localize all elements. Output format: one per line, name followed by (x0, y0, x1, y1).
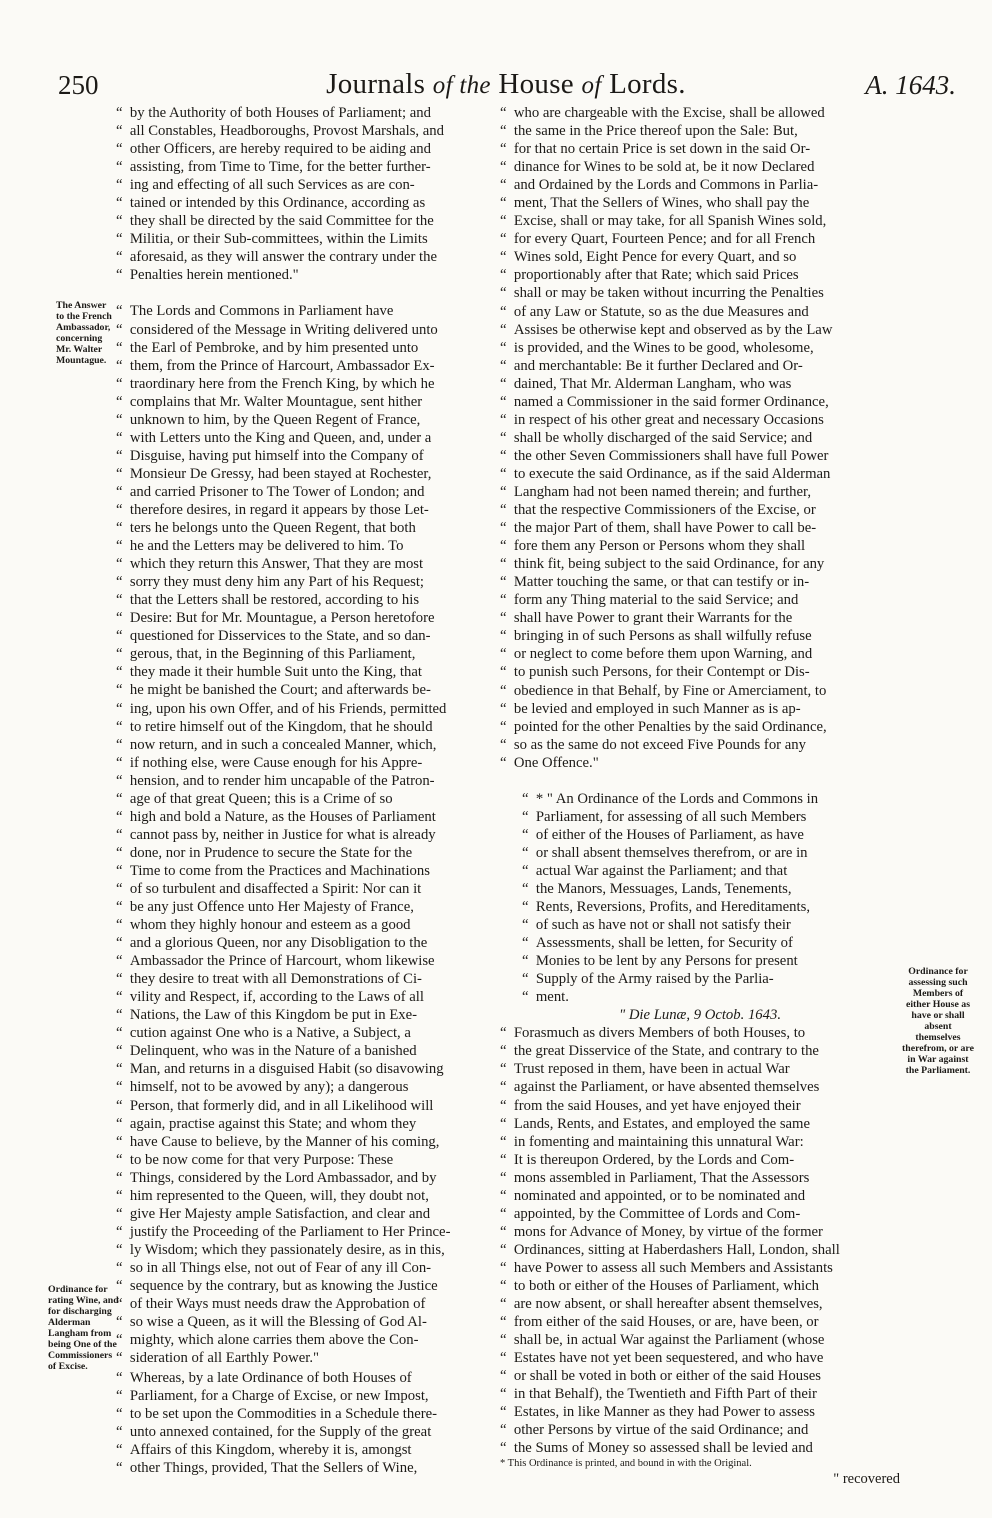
text-line: “ Desire: But for Mr. Mountague, a Person heretofore (116, 609, 494, 627)
footnote: * This Ordinance is printed, and bound in with the Original. (500, 1458, 752, 1470)
text-line: “ of such as have not or shall not satisfy their (522, 916, 900, 934)
text-line: “ give Her Majesty ample Satisfaction, and clear and (116, 1205, 494, 1223)
text-line: “ pointed for the other Penalties by the said Ordinance, (500, 718, 900, 736)
text-line: “ Excise, shall or may take, for all Spanish Wines sold, (500, 212, 900, 230)
text-line: “ Parliament, for a Charge of Excise, or new Impost, (116, 1387, 494, 1405)
text-line: “ done, nor in Prudence to secure the State for the (116, 844, 494, 862)
text-line: “ gerous, that, in the Beginning of this Parliament, (116, 645, 494, 663)
text-line: “ they desire to treat with all Demonstrations of Ci- (116, 970, 494, 988)
text-line: “ the Manors, Messuages, Lands, Tenements, (522, 880, 900, 898)
text-line: “ Militia, or their Sub-committees, within the Limits (116, 230, 494, 248)
text-line: “ whom they highly honour and esteem as a good (116, 916, 494, 934)
text-line: “ himself, not to be avowed by any); a dangerous (116, 1078, 494, 1096)
text-line: “ Supply of the Army raised by the Parlia- (522, 970, 900, 988)
margin-note-french-ambassador: The Answer to the French Ambassador, concerning Mr. Walter Mountague. (56, 300, 112, 366)
text-line: “ so as the same do not exceed Five Pounds for any (500, 736, 900, 754)
text-line: “ so wise a Queen, as it will the Blessing of God Al- (116, 1313, 494, 1331)
text-line: “ Estates, in like Manner as they had Power to assess (500, 1403, 900, 1421)
text-line: “ in respect of his other great and necessary Occasions (500, 411, 900, 429)
catchword: " recovered (833, 1471, 900, 1488)
text-line: “ appointed, by the Committee of Lords and Com- (500, 1205, 900, 1223)
text-line: “ with Letters unto the King and Queen, and, under a (116, 429, 494, 447)
text-line: “ in fomenting and maintaining this unnatural War: (500, 1133, 900, 1151)
text-line: “ and carried Prisoner to The Tower of London; and (116, 483, 494, 501)
text-line: “ other Officers, are hereby required to be aiding and (116, 140, 494, 158)
text-line: “ Langham had not been named therein; and further, (500, 483, 900, 501)
text-line: “ him represented to the Queen, will, they doubt not, (116, 1187, 494, 1205)
text-line: “ sorry they must deny him any Part of his Request; (116, 573, 494, 591)
text-line: “ for every Quart, Fourteen Pence; and for all French (500, 230, 900, 248)
text-line: “ to execute the said Ordinance, as if the said Alderman (500, 465, 900, 483)
text-line: “ or shall be voted in both or either of the said Houses (500, 1367, 900, 1385)
text-line: “ Rents, Reversions, Profits, and Hereditaments, (522, 898, 900, 916)
text-line: “ the major Part of them, shall have Power to call be- (500, 519, 900, 537)
margin-note-assessing-members: Ordinance for assessing such Members of either House as have or shall absent themselves therefrom, or are in War against the Parliament. (902, 966, 974, 1076)
text-line: “ Estates have not yet been sequestered, and who have (500, 1349, 900, 1367)
text-line: “ Ordinances, sitting at Haberdashers Hall, London, shall (500, 1241, 900, 1259)
right-column (500, 104, 900, 1489)
text-line: “ Monies to be lent by any Persons for present (522, 952, 900, 970)
text-line: “ from the said Houses, and yet have enjoyed their (500, 1097, 900, 1115)
text-line: “ Ambassador the Prince of Harcourt, whom likewise (116, 952, 494, 970)
text-line: “ high and bold a Nature, as the Houses of Parliament (116, 808, 494, 826)
text-line: “ mons for Advance of Money, by virtue of the former (500, 1223, 900, 1241)
text-line: “ fore them any Person or Persons whom they shall (500, 537, 900, 555)
text-line: “ traordinary here from the French King, by which he (116, 375, 494, 393)
text-line: “ Monsieur De Gressy, had been stayed at Rochester, (116, 465, 494, 483)
wine-ordinance-start (116, 1369, 494, 1477)
text-line: “ be levied and employed in such Manner as is ap- (500, 700, 900, 718)
text-line: “ hension, and to render him uncapable of the Patron- (116, 772, 494, 790)
militia-ordinance-end (116, 104, 494, 284)
text-line: “ sideration of all Earthly Power." (116, 1349, 494, 1367)
text-line: “ aforesaid, as they will answer the contrary under the (116, 248, 494, 266)
ordinance-date: " Die Lunæ, 9 Octob. 1643. (618, 1007, 781, 1024)
text-line: “ to retire himself out of the Kingdom, that he should (116, 718, 494, 736)
text-line: “ age of that great Queen; this is a Crime of so (116, 790, 494, 808)
text-line: “ that the Letters shall be restored, according to his (116, 591, 494, 609)
text-line: “ unto annexed contained, for the Supply of the great (116, 1423, 494, 1441)
text-line: “ who are chargeable with the Excise, shall be allowed (500, 104, 900, 122)
text-line: “ mighty, which alone carries them above the Con- (116, 1331, 494, 1349)
text-line: “ he and the Letters may be delivered to him. To (116, 537, 494, 555)
text-line: “ Wines sold, Eight Pence for every Quart, and so (500, 248, 900, 266)
text-line: “ One Offence." (500, 754, 900, 772)
text-line: “ proportionably after that Rate; which said Prices (500, 266, 900, 284)
text-line: “ tained or intended by this Ordinance, according as (116, 194, 494, 212)
text-line: “ mons assembled in Parliament, That the Assessors (500, 1169, 900, 1187)
text-line: “ them, from the Prince of Harcourt, Ambassador Ex- (116, 357, 494, 375)
margin-note-wine-ordinance: Ordinance for rating Wine, and for discharging Alderman Langham from being One of the Commissioners of Excise. (48, 1284, 119, 1372)
text-line: “ Assises be otherwise kept and observed as by the Law (500, 321, 900, 339)
text-line: “ they made it their humble Suit unto the King, that (116, 663, 494, 681)
text-line: “ Affairs of this Kingdom, whereby it is, amongst (116, 1441, 494, 1459)
left-column (116, 104, 494, 1478)
text-line: “ the same in the Price thereof upon the Sale: But, (500, 122, 900, 140)
text-line: “ to be set upon the Commodities in a Schedule there- (116, 1405, 494, 1423)
text-line: “ considered of the Message in Writing delivered unto (116, 321, 494, 339)
text-line: “ sequence by the contrary, but as knowing the Justice (116, 1277, 494, 1295)
text-line: “ ment, That the Sellers of Wines, who shall pay the (500, 194, 900, 212)
text-line: “ Trust reposed in them, have been in actual War (500, 1060, 900, 1078)
text-line: “ It is thereupon Ordered, by the Lords and Com- (500, 1151, 900, 1169)
text-line: “ ment. (522, 988, 900, 1006)
text-line: “ they shall be directed by the said Committee for the (116, 212, 494, 230)
text-line: “ dinance for Wines to be sold at, be it now Declared (500, 158, 900, 176)
text-line: “ is provided, and the Wines to be good, wholesome, (500, 339, 900, 357)
text-line: “ ly Wisdom; which they passionately desire, as in this, (116, 1241, 494, 1259)
text-line: “ or shall absent themselves therefrom, or are in (522, 844, 900, 862)
text-line: “ and a glorious Queen, nor any Disobligation to the (116, 934, 494, 952)
text-line: “ other Things, provided, That the Sellers of Wine, (116, 1459, 494, 1477)
text-line: “ questioned for Disservices to the State, and so dan- (116, 627, 494, 645)
text-line: “ named a Commissioner in the said former Ordinance, (500, 393, 900, 411)
text-line: “ he might be banished the Court; and afterwards be- (116, 681, 494, 699)
text-line: “ nominated and appointed, or to be nominated and (500, 1187, 900, 1205)
text-line: “ think fit, being subject to the said Ordinance, for any (500, 555, 900, 573)
text-line: “ shall be wholly discharged of the said Service; and (500, 429, 900, 447)
text-line: “ other Persons by virtue of the said Ordinance; and (500, 1421, 900, 1439)
text-line: “ Assessments, shall be letten, for Security of (522, 934, 900, 952)
text-line: “ the great Disservice of the State, and contrary to the (500, 1042, 900, 1060)
journal-title: Journals of the House of Lords. (326, 68, 686, 100)
text-line: “ the Sums of Money so assessed shall be levied and (500, 1439, 900, 1457)
text-line: “ dained, That Mr. Alderman Langham, who was (500, 375, 900, 393)
text-line: “ bringing in of such Persons as shall wilfully refuse (500, 627, 900, 645)
text-line: “ actual War against the Parliament; and that (522, 862, 900, 880)
text-line: “ * " An Ordinance of the Lords and Commons in (522, 790, 900, 808)
text-line: “ shall be, in actual War against the Parliament (whose (500, 1331, 900, 1349)
text-line: “ Man, and returns in a disguised Habit (so disavowing (116, 1060, 494, 1078)
text-line: “ shall or may be taken without incurring the Penalties (500, 284, 900, 302)
text-line: “ assisting, from Time to Time, for the better further- (116, 158, 494, 176)
year-label: A. 1643. (865, 70, 956, 100)
page-number: 250 (58, 70, 99, 100)
text-line: “ from either of the said Houses, or are, have been, or (500, 1313, 900, 1331)
text-line: “ all Constables, Headboroughs, Provost Marshals, and (116, 122, 494, 140)
text-line: “ cution against One who is a Native, a Subject, a (116, 1024, 494, 1042)
text-line: “ Parliament, for assessing of all such Members (522, 808, 900, 826)
text-line: “ shall have Power to grant their Warrants for the (500, 609, 900, 627)
text-line: “ unknown to him, by the Queen Regent of France, (116, 411, 494, 429)
text-line: “ for that no certain Price is set down in the said Or- (500, 140, 900, 158)
wine-ordinance-continued (500, 104, 900, 772)
text-line: “ Penalties herein mentioned." (116, 266, 494, 284)
assessing-ordinance-body (500, 1024, 900, 1457)
text-line: “ the other Seven Commissioners shall have full Power (500, 447, 900, 465)
text-line: “ which they return this Answer, That they are most (116, 555, 494, 573)
text-line: “ ters he belongs unto the Queen Regent, that both (116, 519, 494, 537)
text-line: “ obedience in that Behalf, by Fine or Amerciament, to (500, 682, 900, 700)
text-line: “ now return, and in such a concealed Manner, which, (116, 736, 494, 754)
text-line: “ of so turbulent and disaffected a Spirit: Nor can it (116, 880, 494, 898)
text-line: “ Delinquent, who was in the Nature of a banished (116, 1042, 494, 1060)
text-line: “ of any Law or Statute, so as the due Measures and (500, 303, 900, 321)
text-line: “ the Earl of Pembroke, and by him presented unto (116, 339, 494, 357)
text-line: “ have Power to assess all such Members and Assistants (500, 1259, 900, 1277)
text-line: “ therefore desires, in regard it appears by those Let- (116, 501, 494, 519)
text-line: “ Matter touching the same, or that can testify or in- (500, 573, 900, 591)
text-line: “ to both or either of the Houses of Parliament, which (500, 1277, 900, 1295)
text-line: “ form any Thing material to the said Service; and (500, 591, 900, 609)
text-line: “ so in all Things else, not out of Fear of any ill Con- (116, 1259, 494, 1277)
text-line: “ again, practise against this State; and whom they (116, 1115, 494, 1133)
text-line: “ against the Parliament, or have absented themselves (500, 1078, 900, 1096)
text-line: “ cannot pass by, neither in Justice for what is already (116, 826, 494, 844)
text-line: “ have Cause to believe, by the Manner of his coming, (116, 1133, 494, 1151)
text-line: “ ing and effecting of all such Services as are con- (116, 176, 494, 194)
text-line: “ Things, considered by the Lord Ambassador, and by (116, 1169, 494, 1187)
text-line: “ justify the Proceeding of the Parliament to Her Prince- (116, 1223, 494, 1241)
text-line: “ if nothing else, were Cause enough for his Appre- (116, 754, 494, 772)
text-line: “ Person, that formerly did, and in all Likelihood will (116, 1097, 494, 1115)
text-line: “ that the respective Commissioners of the Excise, or (500, 501, 900, 519)
text-line: “ Nations, the Law of this Kingdom be put in Exe- (116, 1006, 494, 1024)
text-line: “ in that Behalf), the Twentieth and Fifth Part of their (500, 1385, 900, 1403)
text-line: “ of either of the Houses of Parliament, as have (522, 826, 900, 844)
text-line: “ Time to come from the Practices and Machinations (116, 862, 494, 880)
text-line: “ and Ordained by the Lords and Commons in Parlia- (500, 176, 900, 194)
text-line: “ to be now come for that very Purpose: These (116, 1151, 494, 1169)
text-line: “ Lands, Rents, and Estates, and employed the same (500, 1115, 900, 1133)
page-header (56, 62, 956, 106)
text-line: “ The Lords and Commons in Parliament have (116, 302, 494, 320)
text-line: “ Whereas, by a late Ordinance of both Houses of (116, 1369, 494, 1387)
text-line: “ Forasmuch as divers Members of both Houses, to (500, 1024, 900, 1042)
text-line: “ are now absent, or shall hereafter absent themselves, (500, 1295, 900, 1313)
text-line: “ be any just Offence unto Her Majesty of France, (116, 898, 494, 916)
answer-to-ambassador (116, 302, 494, 1367)
text-line: “ ing, upon his own Offer, and of his Friends, permitted (116, 700, 494, 718)
text-line: “ or neglect to come before them upon Warning, and (500, 645, 900, 663)
text-line: “ by the Authority of both Houses of Parliament; and (116, 104, 494, 122)
assessing-ordinance-title (500, 790, 900, 1007)
text-line: “ of their Ways must needs draw the Approbation of (116, 1295, 494, 1313)
text-line: “ Disguise, having put himself into the Company of (116, 447, 494, 465)
text-line: “ to punish such Persons, for their Contempt or Dis- (500, 663, 900, 681)
text-line: “ complains that Mr. Walter Mountague, sent hither (116, 393, 494, 411)
text-line: “ vility and Respect, if, according to the Laws of all (116, 988, 494, 1006)
text-line: “ and merchantable: Be it further Declared and Or- (500, 357, 900, 375)
